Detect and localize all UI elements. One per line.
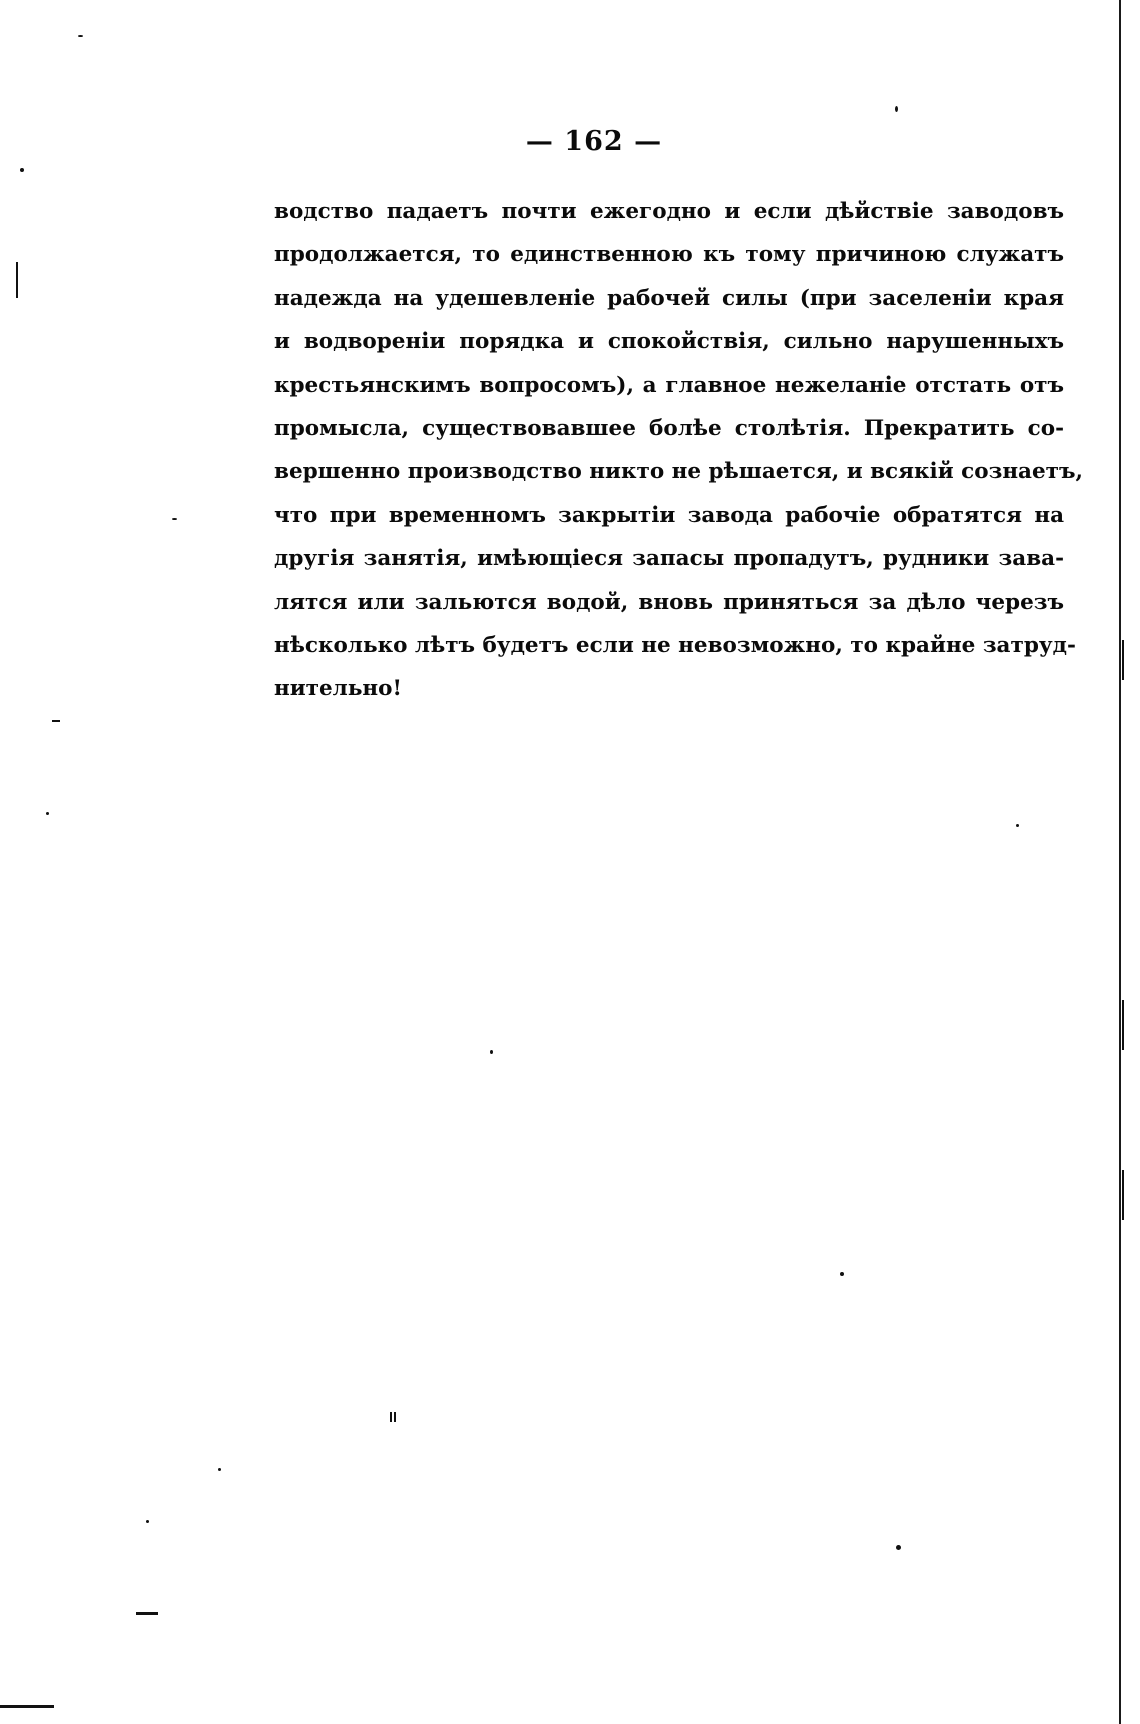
text-line: лятся или зальются водой, вновь приняться за дѣло черезъ — [274, 589, 1064, 615]
text-line: надежда на удешевленіе рабочей силы (при заселеніи края — [274, 285, 1064, 311]
scan-mark — [1122, 1000, 1124, 1050]
text-line: крестьянскимъ вопросомъ), а главное нежеланіе отстать отъ — [274, 372, 1064, 398]
text-line: нѣсколько лѣтъ будетъ если не невозможно, то крайне затруд- — [274, 633, 1076, 659]
scan-edge-line — [1119, 0, 1121, 1724]
scan-speck — [78, 35, 83, 37]
text-line: продолжается, то единственною къ тому причиною служатъ — [274, 242, 1064, 268]
scan-speck — [1016, 824, 1019, 827]
scan-mark — [394, 1412, 396, 1422]
text-line: промысла, существовавшее болѣе столѣтія. Прекратить со- — [274, 416, 1064, 442]
page-number: — 162 — — [525, 126, 663, 157]
scan-speck — [840, 1272, 844, 1276]
scan-mark — [1122, 640, 1124, 680]
text-line: другія занятія, имѣющіеся запасы пропадутъ, рудники зава- — [274, 546, 1064, 572]
scan-mark — [52, 720, 60, 722]
text-line: нительно! — [274, 676, 402, 702]
scan-speck — [20, 168, 24, 172]
scan-speck — [490, 1050, 493, 1054]
scan-speck — [146, 1520, 149, 1523]
scan-mark — [136, 1612, 158, 1615]
scan-speck — [46, 812, 49, 815]
scan-speck — [218, 1468, 221, 1471]
scan-speck — [895, 106, 898, 112]
scan-mark — [16, 262, 18, 298]
scan-speck — [896, 1545, 901, 1550]
body-paragraph — [274, 190, 1083, 711]
scan-mark — [1122, 1170, 1124, 1220]
text-line: вершенно производство никто не рѣшается, и всякій сознаетъ, — [274, 459, 1083, 485]
scan-speck — [172, 518, 177, 520]
text-line: и водвореніи порядка и спокойствія, сильно нарушенныхъ — [274, 329, 1064, 355]
text-line: что при временномъ закрытіи завода рабочіе обратятся на — [274, 502, 1064, 528]
text-line: водство падаетъ почти ежегодно и если дѣйствіе заводовъ — [274, 199, 1064, 224]
scan-mark — [390, 1412, 392, 1422]
scan-mark — [0, 1705, 54, 1708]
